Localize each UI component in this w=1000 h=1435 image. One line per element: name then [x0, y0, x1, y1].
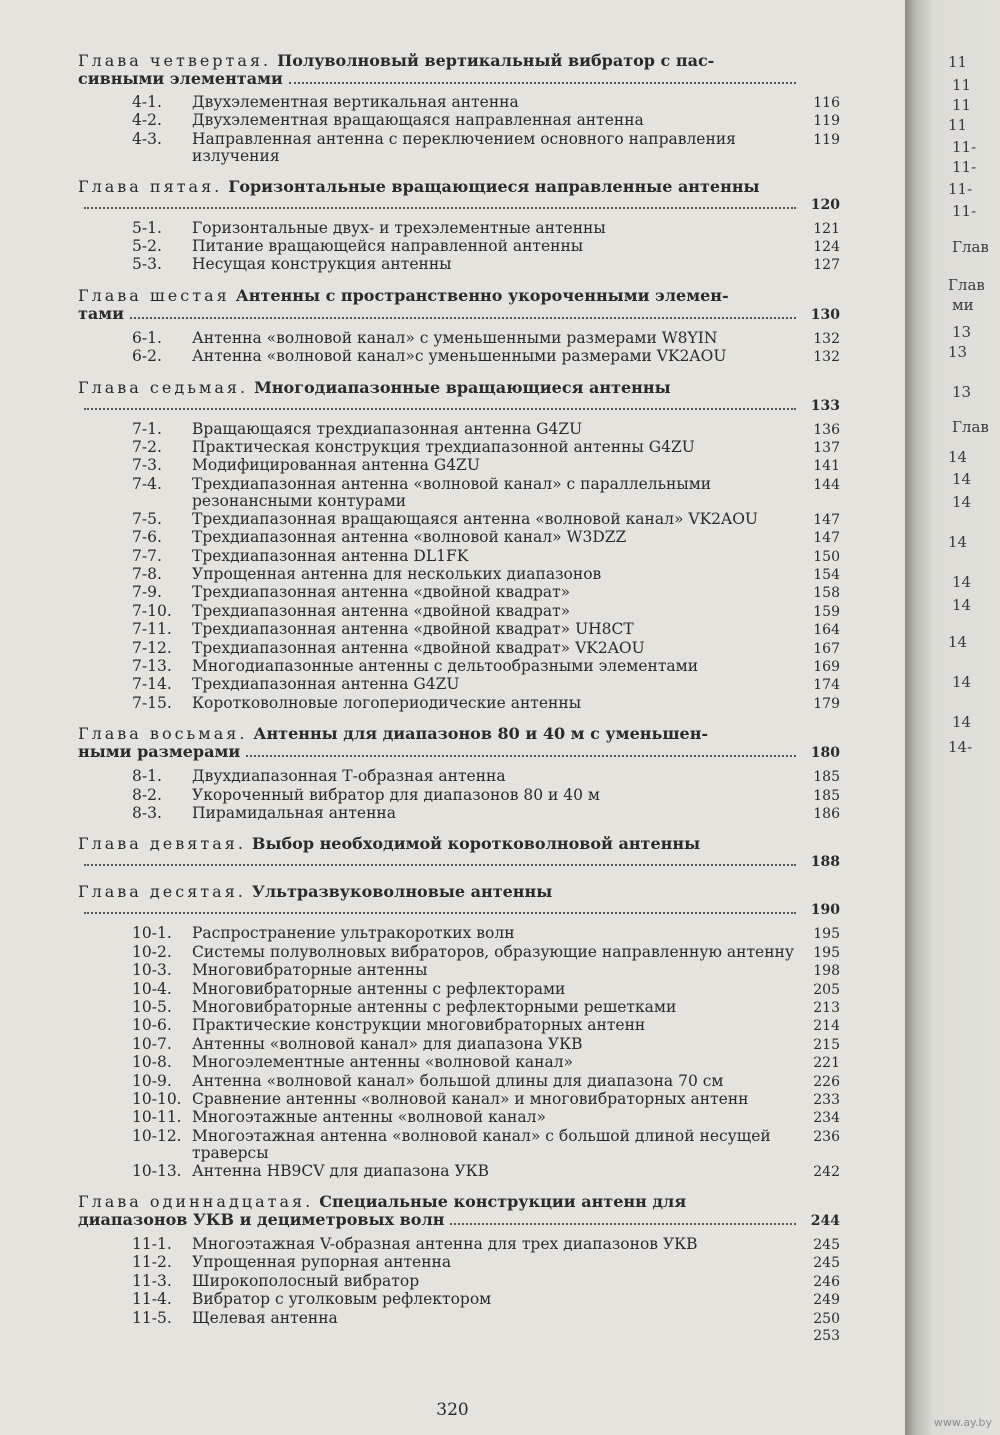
- edge-fragment: Глав: [952, 418, 989, 436]
- entry-number: 10-10.: [132, 1090, 182, 1109]
- last-page-ref: 253: [813, 1328, 840, 1345]
- chapter-heading: [78, 725, 840, 743]
- entry-number: 11-5.: [132, 1308, 172, 1327]
- leader-dots: [84, 207, 796, 209]
- entry-page: 246: [813, 1273, 840, 1290]
- chapter-heading: [78, 287, 840, 305]
- entry-number: 7-7.: [132, 546, 162, 565]
- entry-page: 233: [813, 1092, 840, 1109]
- toc-entry: [78, 676, 840, 694]
- toc-entry: [78, 457, 840, 475]
- entry-page: 164: [813, 622, 840, 639]
- toc-entry: [78, 112, 840, 130]
- entry-number: 4-3.: [132, 129, 162, 148]
- chapter-page: 133: [810, 397, 840, 414]
- toc-entry: [78, 1109, 840, 1127]
- toc-entry: [78, 1091, 840, 1109]
- entry-page: 169: [813, 658, 840, 675]
- chapter-heading: [78, 52, 840, 70]
- entry-title: Трехдиапазонная антенна «волновой канал» с параллельными резонансными контурами: [192, 474, 712, 511]
- chapter-label: Глава пятая.: [78, 176, 223, 196]
- entry-page: 195: [813, 926, 840, 943]
- edge-fragment: 11: [952, 76, 972, 94]
- entry-title: Направленная антенна с переключением основного направления излучения: [192, 129, 736, 166]
- toc-entry: [78, 1128, 840, 1163]
- leader-dots: [84, 864, 796, 866]
- toc-entry: [78, 476, 840, 511]
- entry-title: Многодиапазонные антенны с дельтообразными элементами: [192, 656, 699, 675]
- entry-page: 214: [813, 1018, 840, 1035]
- chapter-page: 130: [810, 306, 840, 323]
- entry-title: Практическая конструкция трехдиапазонной антенны G4ZU: [192, 438, 695, 457]
- toc-entry: [78, 603, 840, 621]
- edge-fragment: Глав: [952, 238, 989, 256]
- entry-page: 159: [813, 603, 840, 620]
- chapter-title: Многодиапазонные вращающиеся антенны: [254, 377, 671, 397]
- entry-title: Трехдиапазонная антенна «двойной квадрат» VK2AOU: [192, 638, 645, 657]
- entry-number: 7-3.: [132, 456, 162, 475]
- entry-number: 7-14.: [132, 675, 172, 694]
- toc-entry: [78, 1017, 840, 1035]
- toc-entry: [78, 805, 840, 823]
- chapter: [78, 52, 840, 166]
- toc-entry: [78, 1163, 840, 1181]
- leader-dots: [246, 755, 796, 757]
- toc-entry: [78, 94, 840, 112]
- entry-number: 5-1.: [132, 218, 162, 237]
- entry-number: 6-1.: [132, 328, 162, 347]
- chapter-heading: [78, 379, 840, 397]
- toc-entry: [78, 529, 840, 547]
- entry-title: Сравнение антенны «волновой канал» и многовибраторных антенн: [192, 1090, 749, 1109]
- toc-entry: [78, 238, 840, 256]
- entry-number: 7-4.: [132, 474, 162, 493]
- chapter-heading: [78, 835, 840, 853]
- entry-number: 5-3.: [132, 255, 162, 274]
- chapter: [78, 835, 840, 871]
- chapter-title-continuation: [78, 70, 840, 88]
- chapter-label: Глава десятая.: [78, 882, 246, 902]
- edge-fragment: 13: [948, 343, 968, 361]
- entry-title: Вращающаяся трехдиапазонная антенна G4ZU: [192, 419, 583, 438]
- entry-title: Модифицированная антенна G4ZU: [192, 456, 480, 475]
- entry-page: 245: [813, 1255, 840, 1272]
- chapter-label: Глава восьмая.: [78, 724, 248, 744]
- chapter-title-continuation: [78, 397, 840, 415]
- entry-page: 186: [813, 805, 840, 822]
- toc-entry: [78, 1236, 840, 1254]
- chapter-title-continuation: [78, 901, 840, 919]
- entry-title: Трехдиапазонная антенна «двойной квадрат»: [192, 583, 571, 602]
- chapter-label: Глава четвертая.: [78, 51, 272, 70]
- entry-page: 179: [813, 695, 840, 712]
- toc-entry: [78, 640, 840, 658]
- toc-entry: [78, 256, 840, 274]
- table-of-contents: [78, 40, 840, 1346]
- edge-fragment: 11-: [952, 138, 977, 156]
- edge-fragment: 14: [952, 493, 972, 511]
- toc-entry: [78, 439, 840, 457]
- entry-number: 11-3.: [132, 1271, 172, 1290]
- entry-number: 11-2.: [132, 1253, 172, 1272]
- chapter-heading: [78, 1193, 840, 1211]
- toc-entry: [78, 421, 840, 439]
- entry-page: 185: [813, 769, 840, 786]
- edge-fragment: ми: [952, 296, 974, 314]
- chapter-page: 180: [810, 745, 840, 762]
- edge-fragment: 14-: [948, 738, 973, 756]
- entry-title: Системы полуволновых вибраторов, образующие направленную антенну: [192, 942, 795, 961]
- entry-title: Многоэтажные антенны «волновой канал»: [192, 1108, 546, 1127]
- entry-number: 10-2.: [132, 942, 172, 961]
- chapter-title-continuation: [78, 743, 840, 762]
- entry-title: Трехдиапазонная антенна «двойной квадрат»: [192, 601, 571, 620]
- toc-entry: [78, 787, 840, 805]
- entry-title: Антенна HB9CV для диапазона УКВ: [192, 1161, 490, 1180]
- entry-title: Коротковолновые логопериодические антенны: [192, 693, 582, 712]
- entry-number: 8-3.: [132, 803, 162, 822]
- entry-title: Антенна «волновой канал»с уменьшенными размерами VK2AOU: [192, 347, 727, 366]
- toc-entry: [78, 658, 840, 676]
- entry-title: Многовибраторные антенны с рефлекторными решетками: [192, 998, 677, 1016]
- toc-entry: [78, 621, 840, 639]
- edge-fragment: 11: [952, 96, 972, 114]
- toc-entry: [78, 944, 840, 962]
- entry-title: Упрощенная антенна для нескольких диапазонов: [192, 564, 602, 583]
- entry-number: 10-5.: [132, 998, 172, 1016]
- watermark: www.ay.by: [933, 1416, 992, 1429]
- chapter-label: Глава шестая: [78, 285, 230, 305]
- entry-title: Многоэлементные антенны «волновой канал»: [192, 1053, 574, 1072]
- entry-page: 236: [813, 1128, 840, 1145]
- entry-page: 213: [813, 1000, 840, 1016]
- chapter-label: Глава седьмая.: [78, 377, 249, 397]
- entry-page: 150: [813, 548, 840, 565]
- chapter: [78, 725, 840, 823]
- entry-page: 127: [813, 257, 840, 274]
- entry-title: Трехдиапазонная антенна «волновой канал» W3DZZ: [192, 528, 627, 547]
- entry-title: Двухэлементная вращающаяся направленная антенна: [192, 111, 644, 130]
- entry-title: Несущая конструкция антенны: [192, 255, 452, 274]
- edge-fragment: 14: [948, 448, 968, 466]
- entry-page: 242: [813, 1163, 840, 1180]
- entry-number: 6-2.: [132, 347, 162, 366]
- leader-dots: [289, 82, 796, 84]
- entry-number: 8-1.: [132, 767, 162, 786]
- leader-dots: [130, 317, 796, 319]
- entry-title: Широкополосный вибратор: [192, 1271, 420, 1290]
- entry-title: Вибратор с уголковым рефлектором: [192, 1290, 492, 1309]
- chapter-title: Полуволновый вертикальный вибратор с пас-: [277, 51, 715, 70]
- edge-fragment: 14: [948, 533, 968, 551]
- chapter-title: Антенны с пространственно укороченными элемен-: [235, 285, 729, 305]
- entry-number: 7-2.: [132, 438, 162, 457]
- toc-entry: [78, 768, 840, 786]
- entry-page: 132: [813, 330, 840, 347]
- edge-fragment: 14: [952, 713, 972, 731]
- toc-entry: [78, 220, 840, 238]
- toc-entry: [78, 1073, 840, 1091]
- chapter-title-line2: диапазонов УКВ и дециметровых волн: [78, 1210, 445, 1230]
- chapter-page: 190: [810, 902, 840, 919]
- entry-page: 121: [813, 220, 840, 237]
- entry-title: Многоэтажная V-образная антенна для трех диапазонов УКВ: [192, 1235, 698, 1254]
- toc-entry: [78, 1054, 840, 1072]
- leader-dots: [84, 408, 796, 410]
- chapter-label: Глава девятая.: [78, 834, 246, 854]
- entry-number: 10-4.: [132, 979, 172, 998]
- entry-title: Трехдиапазонная антенна G4ZU: [192, 675, 460, 694]
- leader-dots: [84, 912, 796, 914]
- entry-title: Распространение ультракоротких волн: [192, 924, 515, 943]
- entry-page: 250: [813, 1310, 840, 1327]
- chapter-page: 188: [810, 854, 840, 871]
- toc-entry: [78, 999, 840, 1017]
- entry-page: 198: [813, 963, 840, 980]
- chapter-page: 244: [810, 1213, 840, 1230]
- entry-title: Упрощенная рупорная антенна: [192, 1253, 452, 1272]
- edge-fragment: 11: [948, 116, 968, 134]
- toc-entry: [78, 1291, 840, 1309]
- edge-fragment: 11: [948, 53, 968, 71]
- entry-number: 7-12.: [132, 638, 172, 657]
- entry-title: Щелевая антенна: [192, 1308, 338, 1327]
- entry-page: 144: [813, 476, 840, 493]
- entry-page: 124: [813, 239, 840, 256]
- page-number: 320: [436, 1400, 469, 1420]
- entry-title: Многовибраторные антенны: [192, 961, 428, 980]
- entry-page: 147: [813, 530, 840, 547]
- entry-number: 7-8.: [132, 564, 162, 583]
- chapter-title-line2: тами: [78, 303, 125, 323]
- entry-page: 147: [813, 511, 840, 528]
- entry-page: 154: [813, 566, 840, 583]
- entry-page: 195: [813, 944, 840, 961]
- chapter-title: Горизонтальные вращающиеся направленные антенны: [228, 176, 760, 196]
- entry-page: 234: [813, 1110, 840, 1127]
- entry-page: 136: [813, 421, 840, 438]
- toc-entry: [78, 1310, 840, 1328]
- entry-page: 158: [813, 585, 840, 602]
- edge-fragment: 11-: [952, 202, 977, 220]
- entry-page: 215: [813, 1036, 840, 1053]
- entry-title: Антенны «волновой канал» для диапазона УКВ: [192, 1034, 583, 1053]
- entry-number: 10-13.: [132, 1161, 182, 1180]
- entry-page: 205: [813, 981, 840, 998]
- entry-title: Горизонтальные двух- и трехэлементные антенны: [192, 218, 606, 237]
- edge-fragment: 11-: [948, 180, 973, 198]
- toc-entry: [78, 511, 840, 529]
- entry-number: 11-1.: [132, 1235, 172, 1254]
- chapter-title: Антенны для диапазонов 80 и 40 м с уменьшен-: [253, 724, 709, 744]
- entry-title: Пирамидальная антенна: [192, 803, 396, 822]
- chapter-title-line2: ными размерами: [78, 742, 241, 762]
- entry-title: Многовибраторные антенны с рефлекторами: [192, 979, 566, 998]
- entry-number: 10-9.: [132, 1071, 172, 1090]
- entry-number: 10-3.: [132, 961, 172, 980]
- entry-title: Антенна «волновой канал» с уменьшенными размерами W8YIN: [192, 328, 718, 347]
- entry-number: 10-7.: [132, 1034, 172, 1053]
- chapter-title: Специальные конструкции антенн для: [319, 1192, 687, 1212]
- toc-entry: [78, 1036, 840, 1054]
- entry-number: 4-1.: [132, 93, 162, 111]
- entry-title: Трехдиапазонная антенна DL1FK: [192, 546, 469, 565]
- toc-entry: [78, 925, 840, 943]
- entry-number: 7-6.: [132, 528, 162, 547]
- toc-entry: [78, 566, 840, 584]
- chapter: [78, 379, 840, 714]
- entry-number: 7-5.: [132, 509, 162, 528]
- entry-number: 7-13.: [132, 656, 172, 675]
- entry-number: 10-1.: [132, 924, 172, 943]
- chapter: [78, 883, 840, 1181]
- entry-number: 10-8.: [132, 1053, 172, 1072]
- entry-number: 7-15.: [132, 693, 172, 712]
- edge-fragment: Глав: [948, 276, 985, 294]
- chapter-page: 120: [810, 196, 840, 213]
- toc-entry: [78, 1254, 840, 1272]
- chapter: [78, 178, 840, 275]
- toc-entry: [78, 548, 840, 566]
- entry-number: 7-1.: [132, 419, 162, 438]
- chapter-title-continuation: [78, 305, 840, 324]
- edge-fragment: 14: [948, 633, 968, 651]
- entry-page: 167: [813, 640, 840, 657]
- chapter-heading: [78, 178, 840, 196]
- entry-number: 5-2.: [132, 237, 162, 256]
- toc-entry: [78, 981, 840, 999]
- toc-entry: [78, 962, 840, 980]
- entry-number: 7-11.: [132, 620, 172, 639]
- entry-number: 8-2.: [132, 785, 162, 804]
- entry-title: Трехдиапазонная антенна «двойной квадрат» UH8CT: [192, 620, 634, 639]
- entry-page: 174: [813, 677, 840, 694]
- chapter-heading: [78, 883, 840, 901]
- entry-title: Укороченный вибратор для диапазонов 80 и 40 м: [192, 785, 600, 804]
- entry-title: Многоэтажная антенна «волновой канал» с большой длиной несущей траверсы: [192, 1126, 771, 1163]
- chapter-title: Ультразвуковолновые антенны: [251, 882, 553, 902]
- entry-number: 7-10.: [132, 601, 172, 620]
- chapter-title-continuation: [78, 853, 840, 871]
- toc-entry: [78, 348, 840, 366]
- entry-number: 4-2.: [132, 111, 162, 130]
- entry-title: Трехдиапазонная вращающаяся антенна «волновой канал» VK2AOU: [192, 509, 758, 528]
- toc-entry: [78, 584, 840, 602]
- toc-entry: [78, 131, 840, 166]
- entry-title: Питание вращающейся направленной антенны: [192, 237, 584, 256]
- edge-fragment: 11-: [952, 158, 977, 176]
- entry-page: 249: [813, 1292, 840, 1309]
- edge-fragment: 14: [952, 673, 972, 691]
- edge-fragment: 13: [952, 323, 972, 341]
- entry-number: 10-12.: [132, 1126, 182, 1145]
- entry-page: 185: [813, 787, 840, 804]
- chapter-label: Глава одиннадцатая.: [78, 1192, 314, 1212]
- chapter-title-continuation: [78, 196, 840, 214]
- entry-number: 11-4.: [132, 1290, 172, 1309]
- entry-page: 119: [813, 113, 840, 130]
- edge-fragment: 14: [952, 470, 972, 488]
- entry-page: 119: [813, 131, 840, 148]
- toc-entry: [78, 695, 840, 713]
- entry-page: 132: [813, 349, 840, 366]
- entry-page: 141: [813, 458, 840, 475]
- edge-fragment: 14: [952, 573, 972, 591]
- entry-page: 221: [813, 1055, 840, 1072]
- entry-page: 137: [813, 440, 840, 457]
- entry-title: Практические конструкции многовибраторных антенн: [192, 1016, 646, 1035]
- trailing-page-ref: [78, 1328, 840, 1345]
- entry-title: Двухдиапазонная Т-образная антенна: [192, 767, 506, 786]
- entry-page: 116: [813, 95, 840, 111]
- toc-entry: [78, 330, 840, 348]
- chapter-title-line2: сивными элементами: [78, 69, 283, 88]
- entry-page: 226: [813, 1073, 840, 1090]
- edge-fragment: 14: [952, 596, 972, 614]
- entry-page: 245: [813, 1237, 840, 1254]
- edge-fragment: 13: [952, 383, 972, 401]
- chapter-title-continuation: [78, 1211, 840, 1230]
- chapter: [78, 287, 840, 367]
- entry-title: Антенна «волновой канал» большой длины для диапазона 70 см: [192, 1071, 724, 1090]
- entry-title: Двухэлементная вертикальная антенна: [192, 93, 519, 111]
- chapter-title: Выбор необходимой коротковолновой антенны: [251, 834, 701, 854]
- leader-dots: [450, 1223, 796, 1225]
- entry-number: 10-11.: [132, 1108, 182, 1127]
- toc-entry: [78, 1273, 840, 1291]
- chapter: [78, 1193, 840, 1328]
- entry-number: 10-6.: [132, 1016, 172, 1035]
- entry-number: 7-9.: [132, 583, 162, 602]
